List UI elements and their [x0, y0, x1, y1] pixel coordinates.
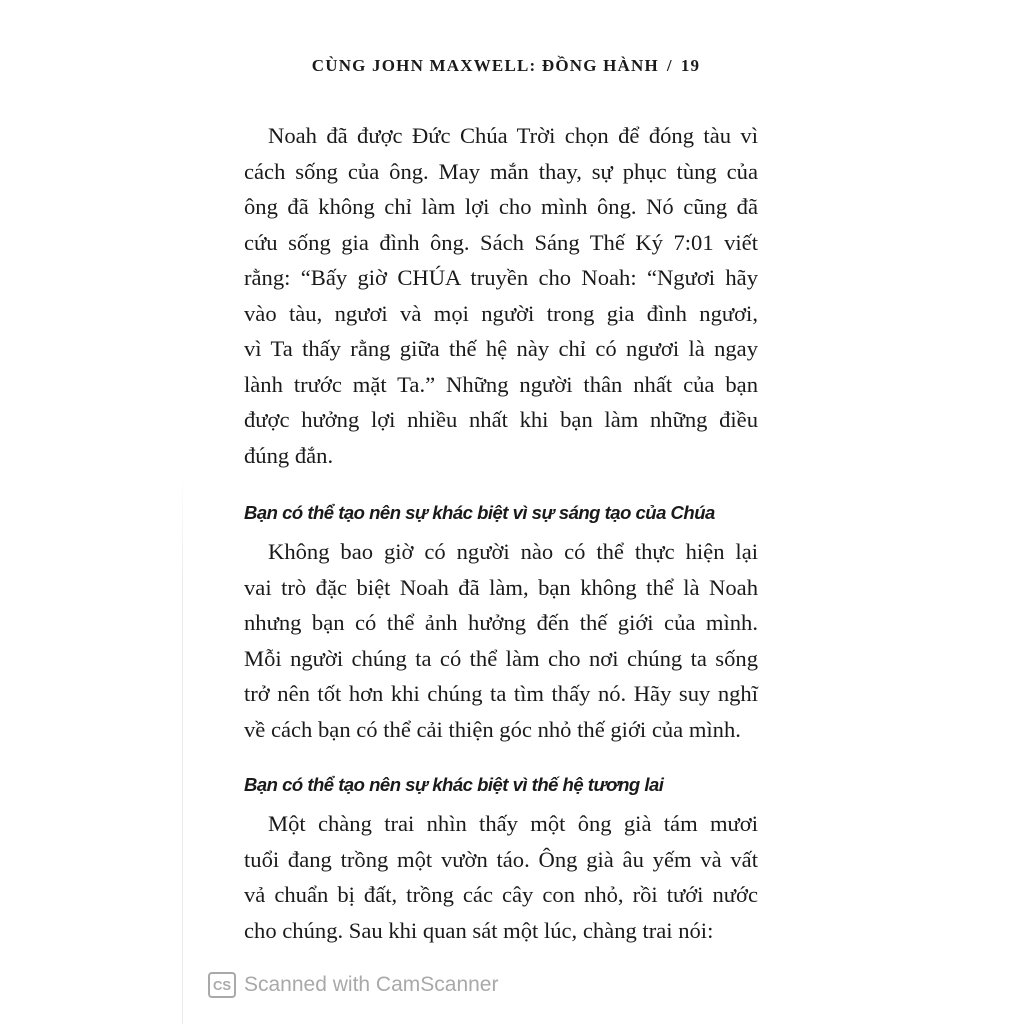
paragraph-line: vì Ta thấy rằng giữa thế hệ này chỉ có ngươi là ngay: [244, 336, 758, 361]
running-head: [246, 56, 766, 76]
paragraph-line: nhưng bạn có thể ảnh hưởng đến thế giới của mình.: [244, 610, 758, 635]
paragraph-line: được hưởng lợi nhiều nhất khi bạn làm những điều: [244, 407, 758, 432]
paragraph-3: [244, 806, 758, 948]
paragraph-line: Mỗi người chúng ta có thể làm cho nơi chúng ta sống: [244, 645, 758, 671]
paragraph-line: vả chuẩn bị đất, trồng các cây con nhỏ, rồi tưới nước: [244, 882, 758, 907]
paragraph-line: cứu sống gia đình ông. Sách Sáng Thế Ký 7:01 viết: [244, 229, 758, 255]
paragraph-line: trở nên tốt hơn khi chúng ta tìm thấy nó. Hãy suy nghĩ: [244, 681, 758, 706]
page-number: 19: [680, 56, 701, 75]
page-body: [244, 118, 758, 948]
paragraph-line: đúng đắn.: [244, 442, 334, 468]
section-heading-2: Bạn có thể tạo nên sự khác biệt vì thế hệ tương lai: [244, 774, 664, 795]
paragraph-line: ông đã không chỉ làm lợi cho mình ông. Nó cũng đã: [244, 194, 758, 219]
paragraph-line: Không bao giờ có người nào có thể thực hiện lại: [268, 539, 758, 564]
paragraph-2: [244, 534, 758, 747]
section-heading-1: Bạn có thể tạo nên sự khác biệt vì sự sáng tạo của Chúa: [244, 502, 715, 523]
watermark-text: Scanned with CamScanner: [244, 973, 499, 996]
paragraph-line: rằng: “Bấy giờ CHÚA truyền cho Noah: “Ngươi hãy: [244, 265, 758, 290]
running-head-title: CÙNG JOHN MAXWELL: ĐỒNG HÀNH: [311, 56, 659, 75]
paragraph-line: Một chàng trai nhìn thấy một ông già tám mươi: [268, 811, 758, 836]
paragraph-line: về cách bạn có thể cải thiện góc nhỏ thế giới của mình.: [244, 716, 741, 742]
paragraph-line: lành trước mặt Ta.” Những người thân nhất của bạn: [244, 371, 758, 397]
paragraph-1: [244, 118, 758, 473]
paragraph-line: Noah đã được Đức Chúa Trời chọn để đóng tàu vì: [268, 123, 758, 148]
page-edge-shadow: [182, 470, 183, 1024]
camscanner-logo-icon: CS: [208, 972, 236, 998]
paragraph-line: cách sống của ông. May mắn thay, sự phục tùng của: [244, 158, 758, 184]
paragraph-line: vào tàu, ngươi và mọi người trong gia đình ngươi,: [244, 300, 758, 326]
running-head-separator: /: [666, 56, 673, 75]
camscanner-watermark: [208, 972, 498, 998]
paragraph-line: vai trò đặc biệt Noah đã làm, bạn không thể là Noah: [244, 574, 758, 600]
paragraph-line: cho chúng. Sau khi quan sát một lúc, chàng trai nói:: [244, 917, 714, 943]
paragraph-line: tuổi đang trồng một vườn táo. Ông già âu yếm và vất: [244, 846, 758, 872]
